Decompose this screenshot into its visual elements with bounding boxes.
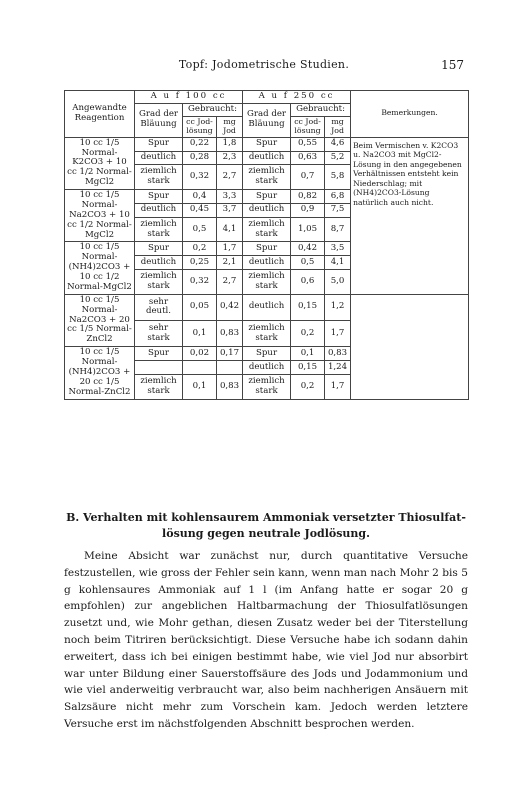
table-body: [65, 137, 469, 399]
value-cell: deutlich: [135, 256, 183, 270]
value-cell: 0,55: [291, 137, 325, 151]
header-grad-100: Grad der Bläuung: [135, 103, 183, 137]
value-cell: 0,1: [183, 374, 217, 399]
value-cell: 3,3: [217, 190, 243, 204]
header-100cc: A u f 100 cc: [135, 91, 243, 104]
value-cell: 0,42: [291, 242, 325, 256]
value-cell: 0,02: [183, 347, 217, 361]
value-cell: 0,9: [291, 203, 325, 217]
section-title-line-2: lösung gegen neutrale Jodlösung.: [162, 526, 370, 540]
section-title: [64, 510, 468, 542]
value-cell: 0,7: [291, 165, 325, 190]
value-cell: [135, 361, 183, 375]
value-cell: 2,7: [217, 165, 243, 190]
value-cell: 0,4: [183, 190, 217, 204]
value-cell: 0,82: [291, 190, 325, 204]
value-cell: 2,7: [217, 270, 243, 295]
value-cell: ziemlich stark: [135, 270, 183, 295]
value-cell: 0,17: [217, 347, 243, 361]
value-cell: deutlich: [135, 151, 183, 165]
header-cc-jod-250: cc Jod-lösung: [291, 116, 325, 137]
value-cell: ziemlich stark: [135, 217, 183, 242]
value-cell: 1,2: [325, 294, 351, 320]
value-cell: Spur: [135, 137, 183, 151]
value-cell: 0,63: [291, 151, 325, 165]
value-cell: 1,05: [291, 217, 325, 242]
value-cell: deutlich: [243, 203, 291, 217]
value-cell: 2,1: [217, 256, 243, 270]
value-cell: 5,0: [325, 270, 351, 295]
value-cell: deutlich: [135, 203, 183, 217]
value-cell: 2,3: [217, 151, 243, 165]
value-cell: ziemlich stark: [243, 374, 291, 399]
value-cell: 0,83: [217, 374, 243, 399]
reagent-cell: 10 cc 1/5 Normal-(NH4)2CO3 + 10 cc 1/2 Normal-MgCl2: [65, 242, 135, 294]
value-cell: 0,5: [183, 217, 217, 242]
value-cell: 1,7: [325, 320, 351, 346]
remarks-cell: Beim Vermischen v. K2CO3 u. Na2CO3 mit MgCl2-Lösung in den angegebenen Verhältnissen entsteht kein Niederschlag; mit (NH4)2CO3-Lösung natürlich auch nicht.: [351, 137, 469, 294]
value-cell: deutlich: [243, 361, 291, 375]
value-cell: 4,1: [217, 217, 243, 242]
value-cell: 0,15: [291, 294, 325, 320]
value-cell: 1,7: [217, 242, 243, 256]
running-title: Topf: Jodometrische Studien.: [178, 58, 350, 71]
value-cell: 0,15: [291, 361, 325, 375]
value-cell: 8,7: [325, 217, 351, 242]
value-cell: 0,2: [291, 374, 325, 399]
value-cell: 5,2: [325, 151, 351, 165]
value-cell: Spur: [243, 347, 291, 361]
results-table: [64, 90, 469, 400]
value-cell: Spur: [135, 347, 183, 361]
value-cell: deutlich: [243, 256, 291, 270]
value-cell: ziemlich stark: [243, 320, 291, 346]
value-cell: 0,25: [183, 256, 217, 270]
value-cell: sehr stark: [135, 320, 183, 346]
page-header: [64, 58, 464, 74]
value-cell: [183, 361, 217, 375]
value-cell: 4,6: [325, 137, 351, 151]
value-cell: ziemlich stark: [135, 374, 183, 399]
value-cell: Spur: [135, 190, 183, 204]
value-cell: sehr deutl.: [135, 294, 183, 320]
value-cell: 0,2: [291, 320, 325, 346]
reagent-cell: 10 cc 1/5 Normal-Na2CO3 + 20 cc 1/5 Normal-ZnCl2: [65, 294, 135, 346]
body-paragraph: Meine Absicht war zunächst nur, durch quantitative Versuche festzustellen, wie gross der Fehler sein kann, wenn man nach Mohr 2 bis 5 g kohlensaures Ammoniak auf 1 l (im Anfang hatte er sogar 20 g empfohlen) zur angeblichen Haltbarmachung der Thiosulfatlösungen zusetzt und, wie Mohr gethan, diesen Zusatz weder bei der Titerstellung noch beim Titriren berücksichtigt. Diese Versuche habe ich sodann dahin erweitert, dass ich bei einigen bestimmt habe, wie viel Jod nur absorbirt war unter Bildung einer Sauerstoffsäure des Jods und Jodammonium und wie viel anderweitig verbraucht war, also beim nachherigen Ansäuern mit Salzsäure nicht mehr zum Vorschein kam. Jedoch werden letztere Versuche erst im nächstfolgenden Abschnitt besprochen werden.: [64, 550, 468, 730]
value-cell: ziemlich stark: [243, 165, 291, 190]
value-cell: 0,45: [183, 203, 217, 217]
header-250cc: A u f 250 cc: [243, 91, 351, 104]
value-cell: 0,05: [183, 294, 217, 320]
header-remarks: Bemerkungen.: [351, 91, 469, 138]
value-cell: 0,83: [217, 320, 243, 346]
value-cell: 0,2: [183, 242, 217, 256]
value-cell: 0,42: [217, 294, 243, 320]
value-cell: 0,32: [183, 165, 217, 190]
value-cell: 6,8: [325, 190, 351, 204]
value-cell: Spur: [243, 137, 291, 151]
value-cell: 0,5: [291, 256, 325, 270]
table-row: [65, 137, 469, 151]
value-cell: 1,24: [325, 361, 351, 375]
header-reagents: Angewandte Reagention: [65, 91, 135, 138]
value-cell: 1,7: [325, 374, 351, 399]
page-number: 157: [441, 58, 464, 72]
value-cell: 5,8: [325, 165, 351, 190]
value-cell: deutlich: [243, 294, 291, 320]
value-cell: Spur: [243, 190, 291, 204]
value-cell: 4,1: [325, 256, 351, 270]
reagent-cell: 10 cc 1/5 Normal-K2CO3 + 10 cc 1/2 Normal-MgCl2: [65, 137, 135, 189]
value-cell: 1,8: [217, 137, 243, 151]
value-cell: 3,7: [217, 203, 243, 217]
value-cell: 0,1: [183, 320, 217, 346]
value-cell: [217, 361, 243, 375]
value-cell: Spur: [243, 242, 291, 256]
body-text: [64, 548, 468, 733]
header-grad-250: Grad der Bläuung: [243, 103, 291, 137]
value-cell: Spur: [135, 242, 183, 256]
value-cell: deutlich: [243, 151, 291, 165]
value-cell: 0,22: [183, 137, 217, 151]
value-cell: 0,32: [183, 270, 217, 295]
value-cell: 0,6: [291, 270, 325, 295]
header-gebraucht-100: Gebraucht:: [183, 103, 243, 116]
value-cell: 0,28: [183, 151, 217, 165]
value-cell: 0,1: [291, 347, 325, 361]
reagent-cell: 10 cc 1/5 Normal-(NH4)2CO3 + 20 cc 1/5 Normal-ZnCl2: [65, 347, 135, 399]
value-cell: 3,5: [325, 242, 351, 256]
value-cell: ziemlich stark: [135, 165, 183, 190]
header-cc-jod-100: cc Jod-lösung: [183, 116, 217, 137]
value-cell: 0,83: [325, 347, 351, 361]
reagent-cell: 10 cc 1/5 Normal-Na2CO3 + 10 cc 1/2 Normal-MgCl2: [65, 190, 135, 242]
section-title-line-1: B. Verhalten mit kohlensaurem Ammoniak versetzter Thiosulfat-: [66, 511, 466, 524]
value-cell: ziemlich stark: [243, 270, 291, 295]
table-row: [65, 294, 469, 320]
header-mg-jod-250: mg Jod: [325, 116, 351, 137]
header-gebraucht-250: Gebraucht:: [291, 103, 351, 116]
header-mg-jod-100: mg Jod: [217, 116, 243, 137]
value-cell: ziemlich stark: [243, 217, 291, 242]
remarks-cell-empty: [351, 294, 469, 399]
value-cell: 7,5: [325, 203, 351, 217]
